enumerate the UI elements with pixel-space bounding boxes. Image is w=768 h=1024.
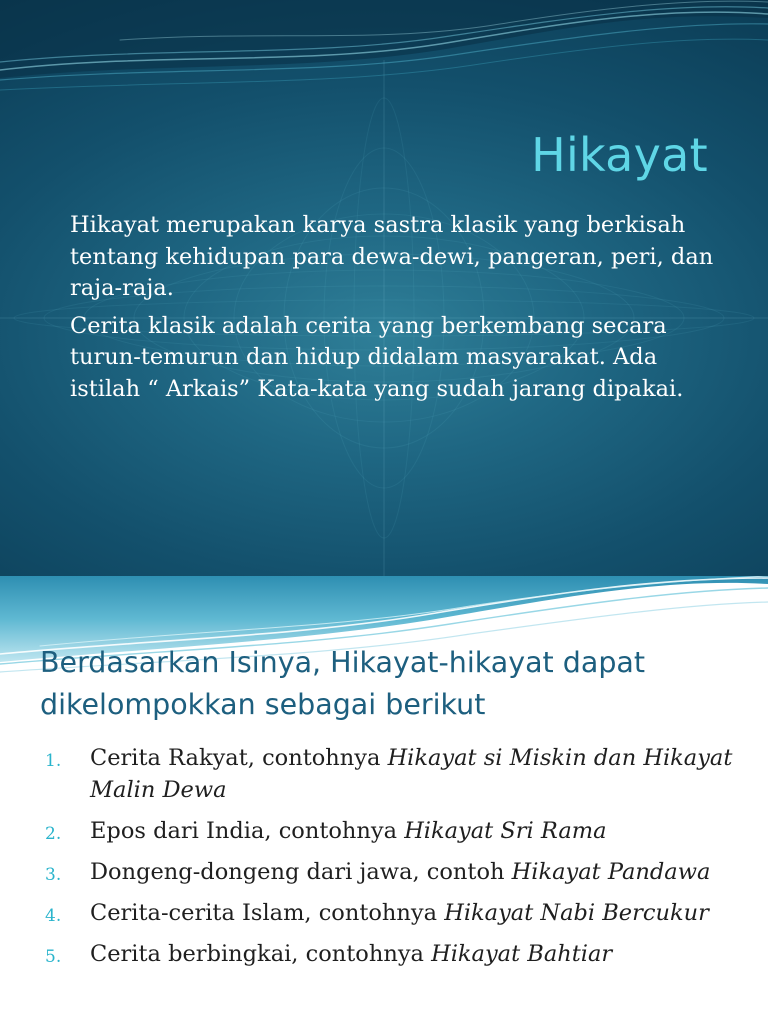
list-number: 5.	[45, 947, 62, 967]
slide-title: Berdasarkan Isinya, Hikayat-hikayat dapat dikelompokkan sebagai berikut	[40, 646, 646, 721]
list-number: 4.	[45, 906, 62, 926]
category-example: Hikayat Sri Rama	[404, 818, 607, 844]
category-text: Dongeng-dongeng dari jawa, contoh	[90, 859, 512, 885]
list-number: 2.	[45, 824, 62, 844]
category-example: Hikayat Nabi Bercukur	[444, 900, 709, 926]
slide-body	[70, 210, 720, 411]
category-text: Cerita Rakyat, contohnya	[90, 745, 388, 771]
list-number: 3.	[45, 865, 62, 885]
slide-title: Hikayat	[531, 128, 708, 182]
category-example: Hikayat si Miskin dan Hikayat Malin Dewa	[90, 745, 733, 803]
definition-paragraph: Hikayat merupakan karya sastra klasik yang berkisah tentang kehidupan para dewa-dewi, pangeran, peri, dan raja-raja.	[70, 212, 714, 301]
category-example: Hikayat Pandawa	[511, 859, 711, 885]
category-text: Epos dari India, contohnya	[90, 818, 405, 844]
list-item	[40, 815, 740, 847]
category-list	[40, 742, 740, 979]
list-number: 1.	[45, 751, 62, 771]
slide-hikayat-categories	[0, 576, 768, 1024]
list-item	[40, 856, 740, 888]
category-example: Hikayat Bahtiar	[431, 941, 613, 967]
classic-story-paragraph: Cerita klasik adalah cerita yang berkembang secara turun-temurun dan hidup didalam masyarakat. Ada istilah “ Arkais” Kata-kata yang sudah jarang dipakai.	[70, 312, 684, 402]
category-text: Cerita-cerita Islam, contohnya	[90, 900, 445, 926]
list-item	[40, 897, 740, 929]
list-item	[40, 938, 740, 970]
category-text: Cerita berbingkai, contohnya	[90, 941, 432, 967]
list-item	[40, 742, 740, 806]
